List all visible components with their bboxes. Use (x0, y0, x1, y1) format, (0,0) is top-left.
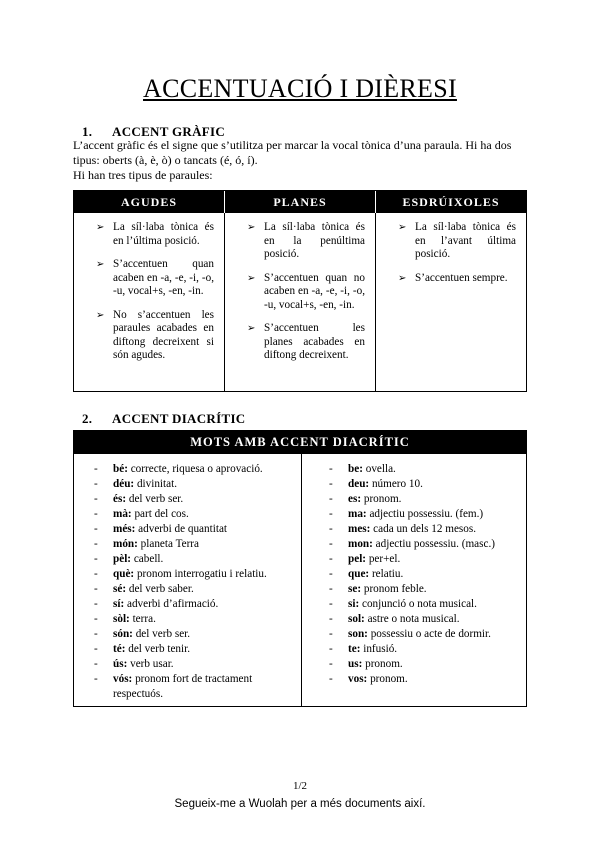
word-definition: possessiu o acte de dormir. (367, 628, 491, 640)
dash-bullet: - (329, 673, 333, 685)
dash-bullet: - (329, 568, 333, 580)
dash-bullet: - (94, 493, 98, 505)
list-item (329, 522, 526, 537)
word-types-header (74, 191, 526, 213)
dash-bullet: - (329, 613, 333, 625)
list-item (329, 462, 526, 477)
diacritic-word: és: (113, 493, 127, 505)
dash-bullet: - (94, 568, 98, 580)
diacritic-header: MOTS AMB ACCENT DIACRÍTIC (74, 431, 526, 454)
word-definition: verb usar. (127, 658, 174, 670)
list-item (94, 552, 301, 567)
list-item (94, 627, 301, 642)
section2-number: 2. (82, 411, 93, 426)
list-item (94, 612, 301, 627)
word-definition: relatiu. (369, 568, 404, 580)
word-definition: per+el. (366, 553, 401, 565)
dash-bullet: - (94, 673, 98, 685)
word-definition: adjectiu possessiu. (masc.) (372, 538, 495, 550)
diacritic-word: vós: (113, 673, 133, 685)
accented-words-column (74, 454, 302, 706)
dash-bullet: - (94, 463, 98, 475)
word-definition: número 10. (369, 478, 423, 490)
diacritic-word: deu: (348, 478, 370, 490)
word-definition: del verb saber. (126, 583, 194, 595)
header-planes: PLANES (224, 191, 375, 213)
diacritic-word: ma: (348, 508, 367, 520)
list-item: ➢ No s’accentuen les paraules acabades en diftong decreixent si són agudes. (96, 308, 214, 361)
word-definition: cabell. (131, 553, 164, 565)
word-definition: conjunció o nota musical. (359, 598, 477, 610)
diacritic-word: què: (113, 568, 135, 580)
list-item (329, 657, 526, 672)
list-item (329, 477, 526, 492)
column-agudes (74, 213, 224, 391)
dash-bullet: - (94, 508, 98, 520)
list-item (329, 597, 526, 612)
dash-bullet: - (329, 538, 333, 550)
column-planes (224, 213, 375, 391)
list-item: ➢ S’accentuen sempre. (398, 271, 508, 284)
list-item: ➢ S’accentuen quan no acaben en -a, -e, -i, -o, -u, vocal+s, -en, -in. (247, 271, 365, 311)
list-item: ➢ La síl·laba tònica és en l’avant última posició. (398, 221, 516, 260)
dash-bullet: - (329, 508, 333, 520)
section1-intro (73, 138, 533, 183)
word-definition: correcte, riquesa o aprovació. (127, 463, 263, 475)
list-item (329, 642, 526, 657)
list-item (94, 492, 301, 507)
diacritic-word: te: (348, 643, 361, 655)
footer-text: Segueix-me a Wuolah per a més documents així. (174, 798, 426, 810)
diacritic-word: ús: (113, 658, 128, 670)
list-item (329, 507, 526, 522)
column-esdruixoles (375, 213, 526, 391)
arrow-bullet-icon: ➢ (398, 272, 407, 284)
diacritic-word: son: (348, 628, 368, 640)
word-definition: del verb ser. (132, 628, 191, 640)
word-definition: divinitat. (134, 478, 178, 490)
diacritic-word: pel: (348, 553, 367, 565)
word-definition: part del cos. (131, 508, 189, 520)
unaccented-words-column (302, 454, 526, 706)
dash-bullet: - (94, 658, 98, 670)
header-esdruixoles: ESDRÚIXOLES (375, 191, 526, 213)
word-definition: adverbi de quantitat (135, 523, 228, 535)
list-item (329, 492, 526, 507)
dash-bullet: - (329, 658, 333, 670)
header-agudes: AGUDES (120, 195, 177, 209)
list-item (329, 627, 526, 642)
word-definition: terra. (129, 613, 156, 625)
arrow-bullet-icon: ➢ (247, 222, 256, 233)
diacritic-word: déu: (113, 478, 135, 490)
list-item: ➢ S’accentuen quan acaben en -a, -e, -i, -o, -u, vocal+s, -en, -in. (96, 258, 214, 297)
word-types-body (74, 213, 526, 391)
word-definition: pronom fort de tractament respectuós. (113, 673, 253, 700)
word-definition: pronom interrogatiu i relatiu. (134, 568, 267, 580)
diacritic-word: sòl: (113, 613, 130, 625)
dash-bullet: - (94, 643, 98, 655)
list-item (94, 522, 301, 537)
arrow-bullet-icon: ➢ (96, 222, 105, 233)
word-types-table (73, 190, 527, 392)
list-item: ➢ La síl·laba tònica és en la penúltima posició. (247, 221, 365, 260)
word-definition: adjectiu possessiu. (fem.) (366, 508, 484, 520)
diacritic-word: es: (348, 493, 362, 505)
dash-bullet: - (329, 523, 333, 535)
list-item (94, 657, 301, 672)
list-item: ➢ La síl·laba tònica és en l’última posició. (96, 221, 214, 247)
diacritic-word: sé: (113, 583, 127, 595)
dash-bullet: - (329, 463, 333, 475)
dash-bullet: - (94, 478, 98, 490)
list-item (94, 567, 301, 582)
list-item (94, 507, 301, 522)
word-definition: astre o nota musical. (364, 613, 460, 625)
word-definition: planeta Terra (137, 538, 200, 550)
diacritic-word: pèl: (113, 553, 132, 565)
diacritic-word: mes: (348, 523, 371, 535)
arrow-bullet-icon: ➢ (247, 323, 256, 334)
diacritic-word: si: (348, 598, 360, 610)
dash-bullet: - (329, 553, 333, 565)
arrow-bullet-icon: ➢ (96, 309, 105, 321)
section2-heading (82, 411, 246, 427)
word-definition: adverbi d’afirmació. (124, 598, 219, 610)
section2-title: ACCENT DIACRÍTIC (112, 411, 246, 426)
dash-bullet: - (94, 598, 98, 610)
list-item (329, 612, 526, 627)
dash-bullet: - (329, 478, 333, 490)
list-item (94, 597, 301, 612)
list-item (329, 567, 526, 582)
list-item (94, 462, 301, 477)
diacritic-word: us: (348, 658, 363, 670)
diacritic-word: bé: (113, 463, 128, 475)
word-definition: infusió. (360, 643, 398, 655)
diacritic-word: sí: (113, 598, 125, 610)
diacritic-body (74, 454, 526, 706)
diacritic-table (73, 430, 527, 707)
diacritic-word: món: (113, 538, 138, 550)
dash-bullet: - (329, 583, 333, 595)
word-definition: pronom. (361, 493, 402, 505)
list-item: ➢ S’accentuen les planes acabades en diftong decreixent. (247, 322, 365, 361)
list-item (329, 582, 526, 597)
list-item (329, 552, 526, 567)
intro-subline: Hi han tres tipus de paraules: (73, 168, 213, 182)
page-number: 1/2 (292, 780, 308, 792)
dash-bullet: - (94, 523, 98, 535)
dash-bullet: - (94, 613, 98, 625)
list-item (94, 672, 301, 702)
word-definition: cada un dels 12 mesos. (370, 523, 477, 535)
word-definition: pronom feble. (361, 583, 427, 595)
word-definition: pronom. (367, 673, 408, 685)
list-item (329, 672, 526, 687)
word-definition: del verb tenir. (125, 643, 191, 655)
diacritic-word: be: (348, 463, 363, 475)
word-definition: pronom. (362, 658, 403, 670)
diacritic-word: sol: (348, 613, 365, 625)
list-item (94, 582, 301, 597)
word-definition: ovella. (362, 463, 396, 475)
intro-paragraph: L’accent gràfic és el signe que s’utilitza per marcar la vocal tònica d’una paraula. Hi ha dos tipus: oberts (à, è, ò) o tancats (é, ó, í). (73, 138, 512, 167)
diacritic-word: mon: (348, 538, 373, 550)
page-title: ACCENTUACIÓ I DIÈRESI (143, 74, 457, 103)
diacritic-word: més: (113, 523, 136, 535)
dash-bullet: - (329, 493, 333, 505)
diacritic-word: té: (113, 643, 126, 655)
word-definition: del verb ser. (126, 493, 184, 505)
list-item (329, 537, 526, 552)
diacritic-word: són: (113, 628, 133, 640)
diacritic-word: vos: (348, 673, 368, 685)
section1-title: ACCENT GRÀFIC (112, 124, 226, 139)
list-item (94, 537, 301, 552)
dash-bullet: - (329, 598, 333, 610)
dash-bullet: - (94, 553, 98, 565)
dash-bullet: - (329, 643, 333, 655)
arrow-bullet-icon: ➢ (96, 259, 105, 270)
list-item (94, 642, 301, 657)
dash-bullet: - (94, 583, 98, 595)
dash-bullet: - (329, 628, 333, 640)
dash-bullet: - (94, 538, 98, 550)
list-item (94, 477, 301, 492)
section1-number: 1. (82, 124, 93, 139)
diacritic-word: que: (348, 568, 370, 580)
dash-bullet: - (94, 628, 98, 640)
arrow-bullet-icon: ➢ (398, 222, 407, 233)
arrow-bullet-icon: ➢ (247, 272, 256, 284)
diacritic-word: mà: (113, 508, 132, 520)
diacritic-word: se: (348, 583, 362, 595)
